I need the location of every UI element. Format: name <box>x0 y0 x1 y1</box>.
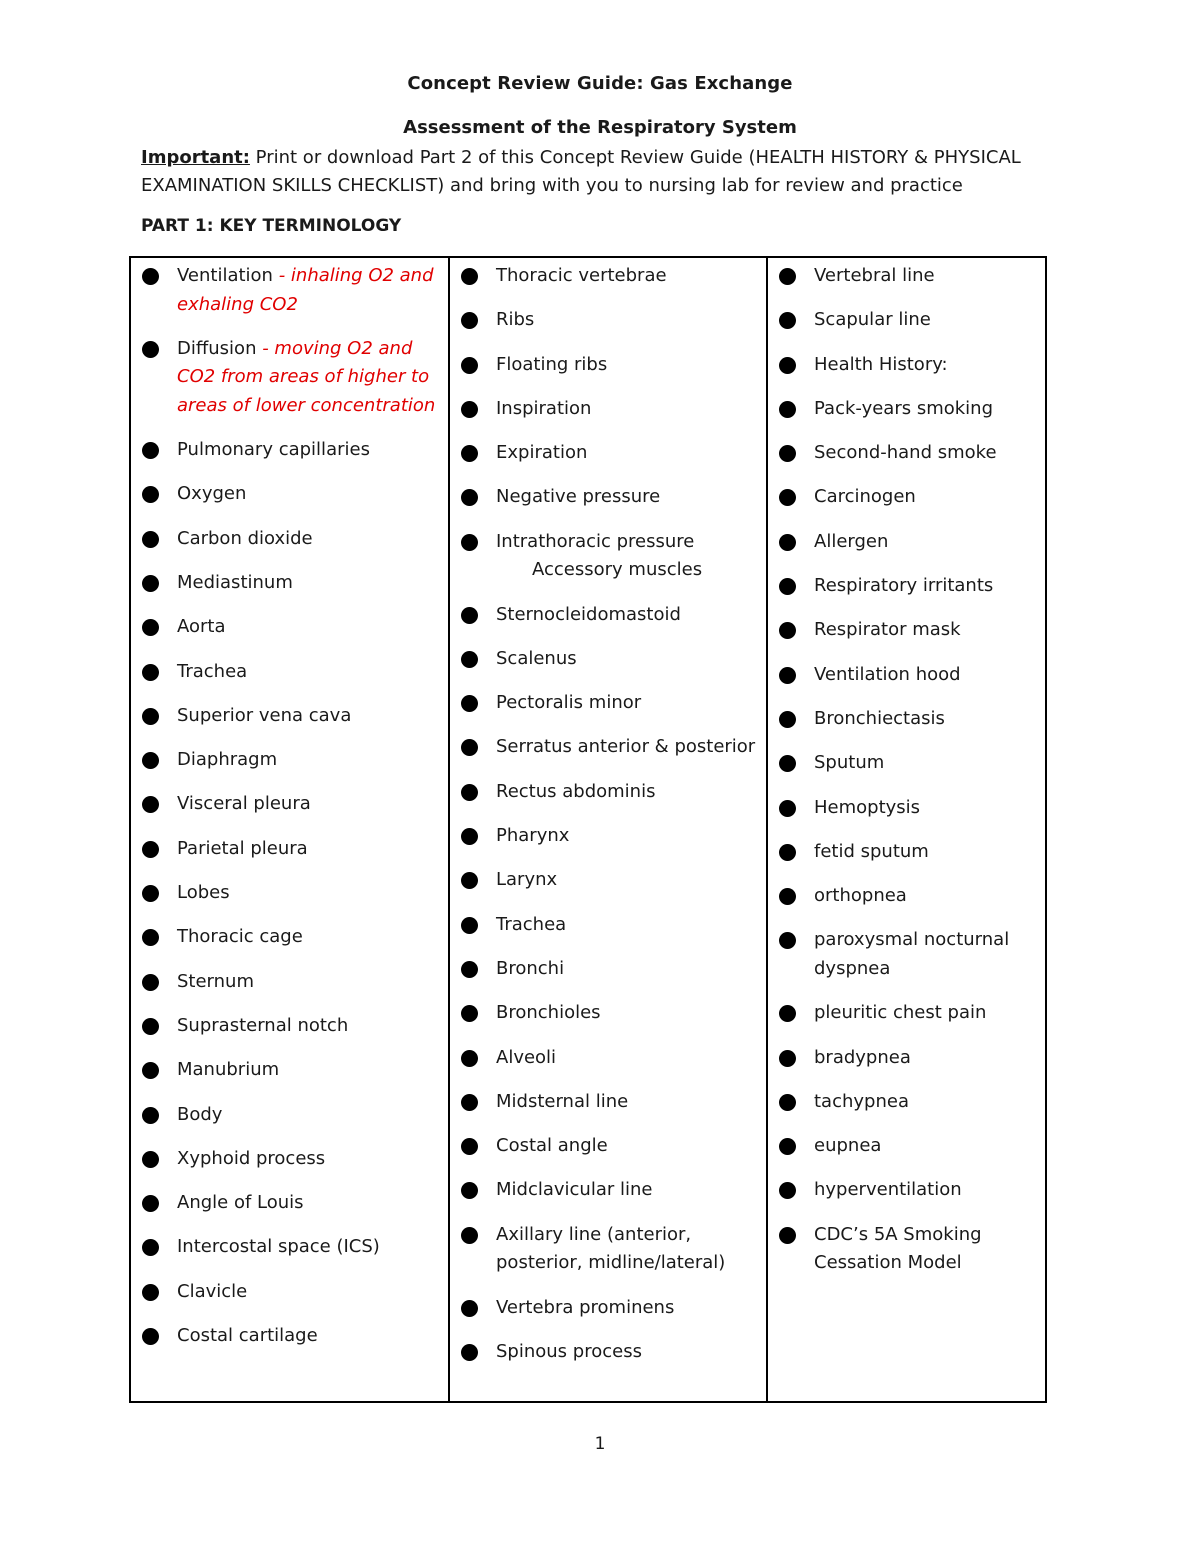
term-label: Visceral pleura <box>177 793 311 815</box>
term-item <box>131 1189 448 1218</box>
term-label: Bronchi <box>496 957 565 979</box>
bullet-icon <box>779 844 796 861</box>
bullet-icon <box>142 575 159 592</box>
term-item <box>768 528 1045 557</box>
term-label: Costal angle <box>496 1135 608 1157</box>
term-item <box>450 351 766 380</box>
term-item <box>768 1176 1045 1205</box>
term-item <box>131 968 448 997</box>
term-label: Intrathoracic pressure <box>496 530 695 552</box>
term-item <box>450 999 766 1028</box>
term-item <box>768 705 1045 734</box>
term-label: Midsternal line <box>496 1090 629 1112</box>
bullet-icon <box>142 1018 159 1035</box>
important-note <box>141 144 1041 200</box>
bullet-icon <box>779 1005 796 1022</box>
bullet-icon <box>461 268 478 285</box>
bullet-icon <box>142 1328 159 1345</box>
term-item <box>450 1221 766 1278</box>
term-label: CDC’s 5A Smoking Cessation Model <box>814 1223 982 1274</box>
term-label: Carbon dioxide <box>177 527 313 549</box>
term-label: Respiratory irritants <box>814 575 994 597</box>
term-list-3 <box>768 262 1045 1278</box>
bullet-icon <box>142 442 159 459</box>
bullet-icon <box>779 1182 796 1199</box>
important-label: Important: <box>141 147 250 168</box>
bullet-icon <box>779 268 796 285</box>
term-label: Lobes <box>177 882 230 904</box>
bullet-icon <box>461 651 478 668</box>
term-item <box>450 822 766 851</box>
bullet-icon <box>142 1284 159 1301</box>
term-item <box>450 483 766 512</box>
term-list-1 <box>131 262 448 1351</box>
term-label: Costal cartilage <box>177 1325 318 1347</box>
term-item <box>450 645 766 674</box>
term-label: tachypnea <box>814 1090 909 1112</box>
term-label: Bronchioles <box>496 1002 601 1024</box>
term-item <box>450 1132 766 1161</box>
term-item <box>450 601 766 630</box>
term-item <box>768 439 1045 468</box>
bullet-icon <box>461 917 478 934</box>
bullet-icon <box>461 961 478 978</box>
bullet-icon <box>142 664 159 681</box>
term-item <box>450 955 766 984</box>
term-item <box>450 911 766 940</box>
bullet-icon <box>461 1344 478 1361</box>
bullet-icon <box>142 1151 159 1168</box>
bullet-icon <box>779 357 796 374</box>
term-label: Vertebral line <box>814 265 935 286</box>
bullet-icon <box>461 828 478 845</box>
term-item <box>450 1044 766 1073</box>
term-label: Parietal pleura <box>177 837 308 859</box>
bullet-icon <box>779 1094 796 1111</box>
bullet-icon <box>142 341 159 358</box>
bullet-icon <box>779 800 796 817</box>
term-item <box>768 749 1045 778</box>
terms-column-2 <box>450 258 768 1401</box>
document-subtitle: Assessment of the Respiratory System <box>403 117 797 138</box>
term-item <box>450 395 766 424</box>
term-item <box>768 838 1045 867</box>
term-item <box>450 262 766 291</box>
term-item <box>450 1338 766 1367</box>
term-item <box>131 1056 448 1085</box>
term-label: Pulmonary capillaries <box>177 439 370 461</box>
term-item <box>768 1044 1045 1073</box>
term-label: Second-hand smoke <box>814 442 997 464</box>
term-label: Diaphragm <box>177 749 278 771</box>
bullet-icon <box>142 974 159 991</box>
term-label: Inspiration <box>496 397 592 419</box>
term-label: Manubrium <box>177 1059 280 1081</box>
bullet-icon <box>461 784 478 801</box>
term-item <box>450 866 766 895</box>
term-label: Ribs <box>496 309 535 331</box>
term-item <box>131 525 448 554</box>
term-label: Sputum <box>814 752 885 774</box>
term-item <box>768 1221 1045 1278</box>
term-item <box>131 658 448 687</box>
bullet-icon <box>142 796 159 813</box>
term-label: Xyphoid process <box>177 1147 326 1169</box>
bullet-icon <box>779 667 796 684</box>
bullet-icon <box>779 401 796 418</box>
bullet-icon <box>779 1050 796 1067</box>
bullet-icon <box>461 739 478 756</box>
term-label: Respirator mask <box>814 619 961 641</box>
term-label: Diffusion <box>177 337 257 359</box>
term-item <box>131 1233 448 1262</box>
bullet-icon <box>142 1107 159 1124</box>
term-item <box>131 1012 448 1041</box>
term-item <box>450 733 766 762</box>
term-item <box>768 483 1045 512</box>
term-label: Carcinogen <box>814 486 916 508</box>
term-label: Pectoralis minor <box>496 692 642 714</box>
bullet-icon <box>142 752 159 769</box>
term-label: Ventilation hood <box>814 663 961 685</box>
bullet-icon <box>461 401 478 418</box>
bullet-icon <box>142 885 159 902</box>
term-label: Oxygen <box>177 483 247 505</box>
bullet-icon <box>461 872 478 889</box>
term-label: hyperventilation <box>814 1179 962 1201</box>
term-item <box>131 613 448 642</box>
term-item <box>450 439 766 468</box>
term-item <box>768 794 1045 823</box>
term-label: bradypnea <box>814 1046 911 1068</box>
term-item <box>768 999 1045 1028</box>
term-item <box>768 351 1045 380</box>
term-item <box>131 923 448 952</box>
term-label: Larynx <box>496 869 558 891</box>
term-label: Sternocleidomastoid <box>496 603 681 625</box>
bullet-icon <box>461 1050 478 1067</box>
term-item <box>131 702 448 731</box>
term-definition: - moving O2 and CO2 from areas of higher to areas of lower concentration <box>177 337 436 416</box>
term-label: Axillary line (anterior, posterior, midline/lateral) <box>496 1223 726 1274</box>
term-item <box>768 1132 1045 1161</box>
term-item <box>450 1176 766 1205</box>
term-label: Serratus anterior & posterior <box>496 736 756 758</box>
term-label: Body <box>177 1103 223 1125</box>
bullet-icon <box>779 445 796 462</box>
term-item <box>131 1145 448 1174</box>
term-item <box>450 778 766 807</box>
term-label: Aorta <box>177 616 226 638</box>
term-item <box>131 1278 448 1307</box>
term-item <box>450 689 766 718</box>
bullet-icon <box>461 312 478 329</box>
part-heading: PART 1: KEY TERMINOLOGY <box>141 216 402 236</box>
bullet-icon <box>142 1239 159 1256</box>
bullet-icon <box>779 1138 796 1155</box>
term-label: Superior vena cava <box>177 704 352 726</box>
bullet-icon <box>779 932 796 949</box>
term-item <box>768 882 1045 911</box>
term-label: Trachea <box>496 913 567 935</box>
term-definition: - inhaling O2 and exhaling CO2 <box>177 265 434 315</box>
term-item <box>131 335 448 421</box>
bullet-icon <box>461 1094 478 1111</box>
term-label: Intercostal space (ICS) <box>177 1236 380 1258</box>
bullet-icon <box>142 268 159 285</box>
term-item <box>768 262 1045 291</box>
term-item <box>131 480 448 509</box>
bullet-icon <box>142 929 159 946</box>
bullet-icon <box>461 1227 478 1244</box>
term-subitem: Accessory muscles <box>532 559 703 581</box>
bullet-icon <box>779 312 796 329</box>
bullet-icon <box>461 1138 478 1155</box>
bullet-icon <box>142 531 159 548</box>
term-item <box>131 436 448 465</box>
bullet-icon <box>461 1005 478 1022</box>
term-item <box>131 1101 448 1130</box>
terminology-table <box>129 256 1047 1403</box>
term-list-2 <box>450 262 766 1366</box>
term-item <box>131 835 448 864</box>
term-label: Vertebra prominens <box>496 1296 675 1318</box>
term-item <box>131 569 448 598</box>
term-label: Mediastinum <box>177 571 293 593</box>
term-label: Ventilation <box>177 265 273 286</box>
term-label: eupnea <box>814 1135 882 1157</box>
term-item <box>131 746 448 775</box>
bullet-icon <box>779 622 796 639</box>
bullet-icon <box>461 607 478 624</box>
term-item <box>131 790 448 819</box>
term-item <box>768 616 1045 645</box>
term-item <box>131 879 448 908</box>
bullet-icon <box>461 1182 478 1199</box>
term-item <box>131 262 448 319</box>
term-item <box>768 661 1045 690</box>
bullet-icon <box>779 755 796 772</box>
term-item <box>768 1088 1045 1117</box>
term-label: Floating ribs <box>496 353 608 375</box>
terms-column-1 <box>131 258 450 1401</box>
term-label: pleuritic chest pain <box>814 1002 987 1024</box>
term-label: Allergen <box>814 530 889 552</box>
important-text: Print or download Part 2 of this Concept Review Guide (HEALTH HISTORY & PHYSICAL EXAMINATION SKILLS CHECKLIST) and bring with you to nursing lab for review and practice <box>141 147 1021 196</box>
bullet-icon <box>142 619 159 636</box>
document-title: Concept Review Guide: Gas Exchange <box>407 73 793 94</box>
term-label: Suprasternal notch <box>177 1014 349 1036</box>
term-item <box>450 306 766 335</box>
bullet-icon <box>779 888 796 905</box>
bullet-icon <box>461 695 478 712</box>
page-number: 1 <box>594 1434 606 1454</box>
term-label: Scapular line <box>814 309 931 331</box>
term-label: Expiration <box>496 442 588 464</box>
term-item <box>768 395 1045 424</box>
term-label: Hemoptysis <box>814 796 921 818</box>
term-label: Angle of Louis <box>177 1192 304 1214</box>
term-label: fetid sputum <box>814 840 929 862</box>
term-label: Rectus abdominis <box>496 780 656 802</box>
bullet-icon <box>779 578 796 595</box>
term-item <box>768 926 1045 983</box>
term-label: Thoracic cage <box>177 926 303 948</box>
term-item <box>768 572 1045 601</box>
bullet-icon <box>461 357 478 374</box>
bullet-icon <box>461 534 478 551</box>
bullet-icon <box>142 1195 159 1212</box>
term-label: Clavicle <box>177 1280 248 1302</box>
bullet-icon <box>779 711 796 728</box>
term-label: paroxysmal nocturnal dyspnea <box>814 929 1010 979</box>
term-item <box>450 528 766 585</box>
bullet-icon <box>779 1227 796 1244</box>
term-label: Bronchiectasis <box>814 707 945 729</box>
term-label: Negative pressure <box>496 486 661 508</box>
term-item <box>131 1322 448 1351</box>
bullet-icon <box>779 489 796 506</box>
term-label: Sternum <box>177 970 254 992</box>
bullet-icon <box>779 534 796 551</box>
term-item <box>768 306 1045 335</box>
bullet-icon <box>461 489 478 506</box>
terms-column-3 <box>768 258 1045 1401</box>
term-label: orthopnea <box>814 885 907 907</box>
bullet-icon <box>142 708 159 725</box>
bullet-icon <box>461 445 478 462</box>
term-label: Midclavicular line <box>496 1179 653 1201</box>
bullet-icon <box>461 1300 478 1317</box>
term-label: Spinous process <box>496 1340 642 1362</box>
term-item <box>450 1088 766 1117</box>
term-item <box>450 1294 766 1323</box>
term-label: Pack-years smoking <box>814 397 994 419</box>
term-label: Thoracic vertebrae <box>496 265 667 286</box>
term-label: Scalenus <box>496 647 577 669</box>
bullet-icon <box>142 841 159 858</box>
bullet-icon <box>142 1062 159 1079</box>
term-label: Pharynx <box>496 825 570 847</box>
term-label: Alveoli <box>496 1046 557 1068</box>
term-label: Trachea <box>177 660 248 682</box>
bullet-icon <box>142 486 159 503</box>
term-label: Health History: <box>814 353 948 375</box>
